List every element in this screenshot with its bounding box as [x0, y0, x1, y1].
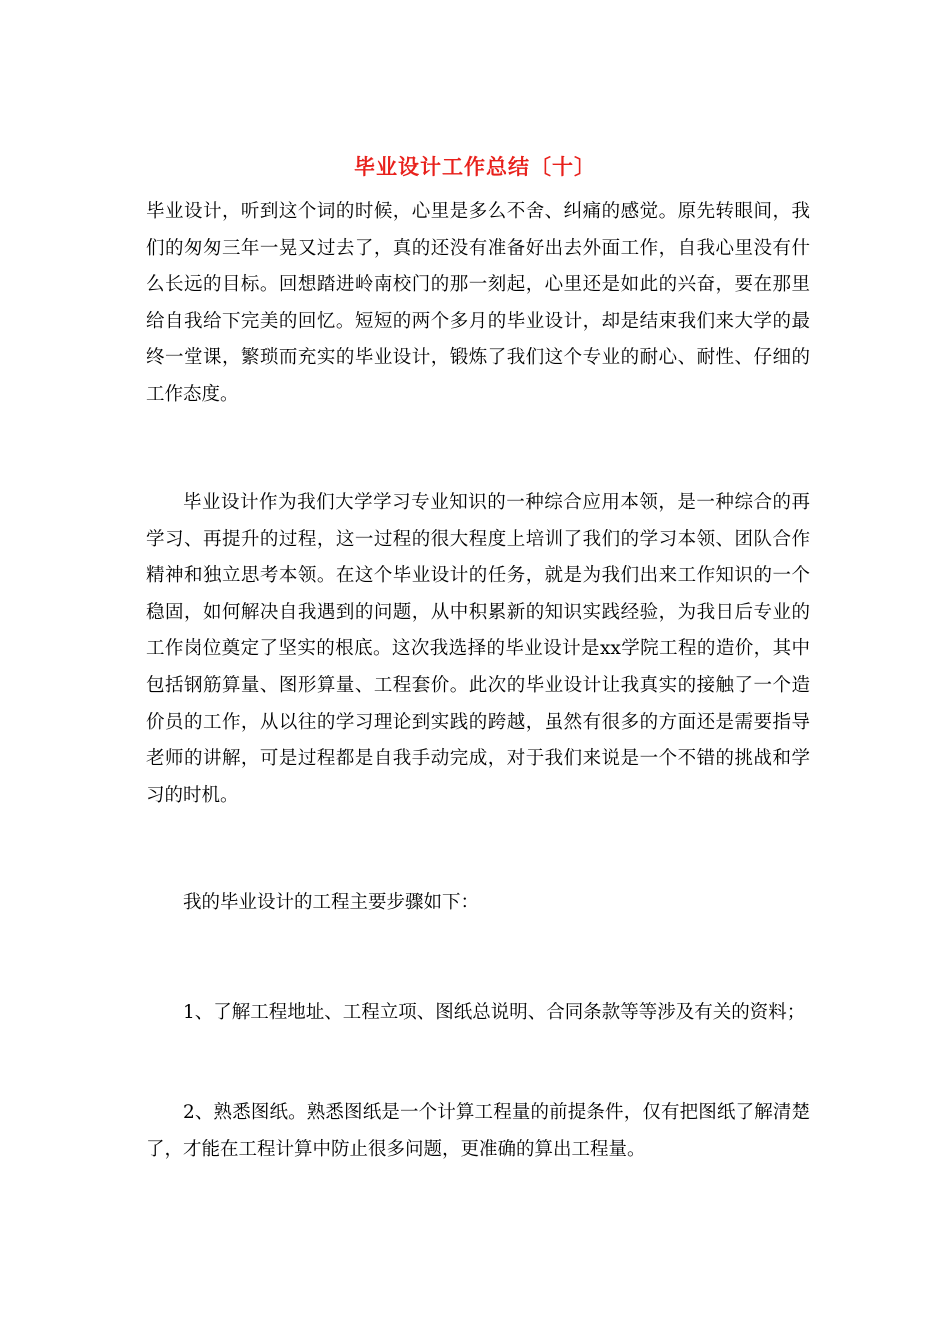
paragraph-significance: 毕业设计作为我们大学学习专业知识的一种综合应用本领，是一种综合的再学习、再提升的过程，这一过程的很大程度上培训了我们的学习本领、团队合作精神和独立思考本领。在这个毕业设计的任务，就是为我们出来工作知识的一个稳固，如何解决自我遇到的问题，从中积累新的知识实践经验，为我日后专业的工作岗位奠定了坚实的根底。这次我选择的毕业设计是xx学院工程的造价，其中包括钢筋算量、图形算量、工程套价。此次的毕业设计让我真实的接触了一个造价员的工作，从以往的学习理论到实践的跨越，虽然有很多的方面还是需要指导老师的讲解，可是过程都是自我手动完成，对于我们来说是一个不错的挑战和学习的时机。 — [146, 492, 810, 806]
paragraph-steps-intro: 我的毕业设计的工程主要步骤如下： — [183, 892, 480, 913]
paragraph-intro: 毕业设计，听到这个词的时候，心里是多么不舍、纠痛的感觉。原先转眼间，我们的匆匆三年一晃又过去了，真的还没有准备好出去外面工作，自我心里没有什么长远的目标。回想踏进岭南校门的那一刻起，心里还是如此的兴奋，要在那里给自我给下完美的回忆。短短的两个多月的毕业设计，却是结束我们来大学的最终一堂课，繁琐而充实的毕业设计，锻炼了我们这个专业的耐心、耐性、仔细的工作态度。 — [146, 201, 810, 405]
paragraph-step-1: 1、了解工程地址、工程立项、图纸总说明、合同条款等等涉及有关的资料； — [183, 1002, 806, 1023]
paragraph-step-2: 2、熟悉图纸。熟悉图纸是一个计算工程量的前提条件，仅有把图纸了解清楚了，才能在工程计算中防止很多问题，更准确的算出工程量。 — [146, 1102, 810, 1160]
document-title: 毕业设计工作总结〔十〕 — [354, 154, 596, 179]
